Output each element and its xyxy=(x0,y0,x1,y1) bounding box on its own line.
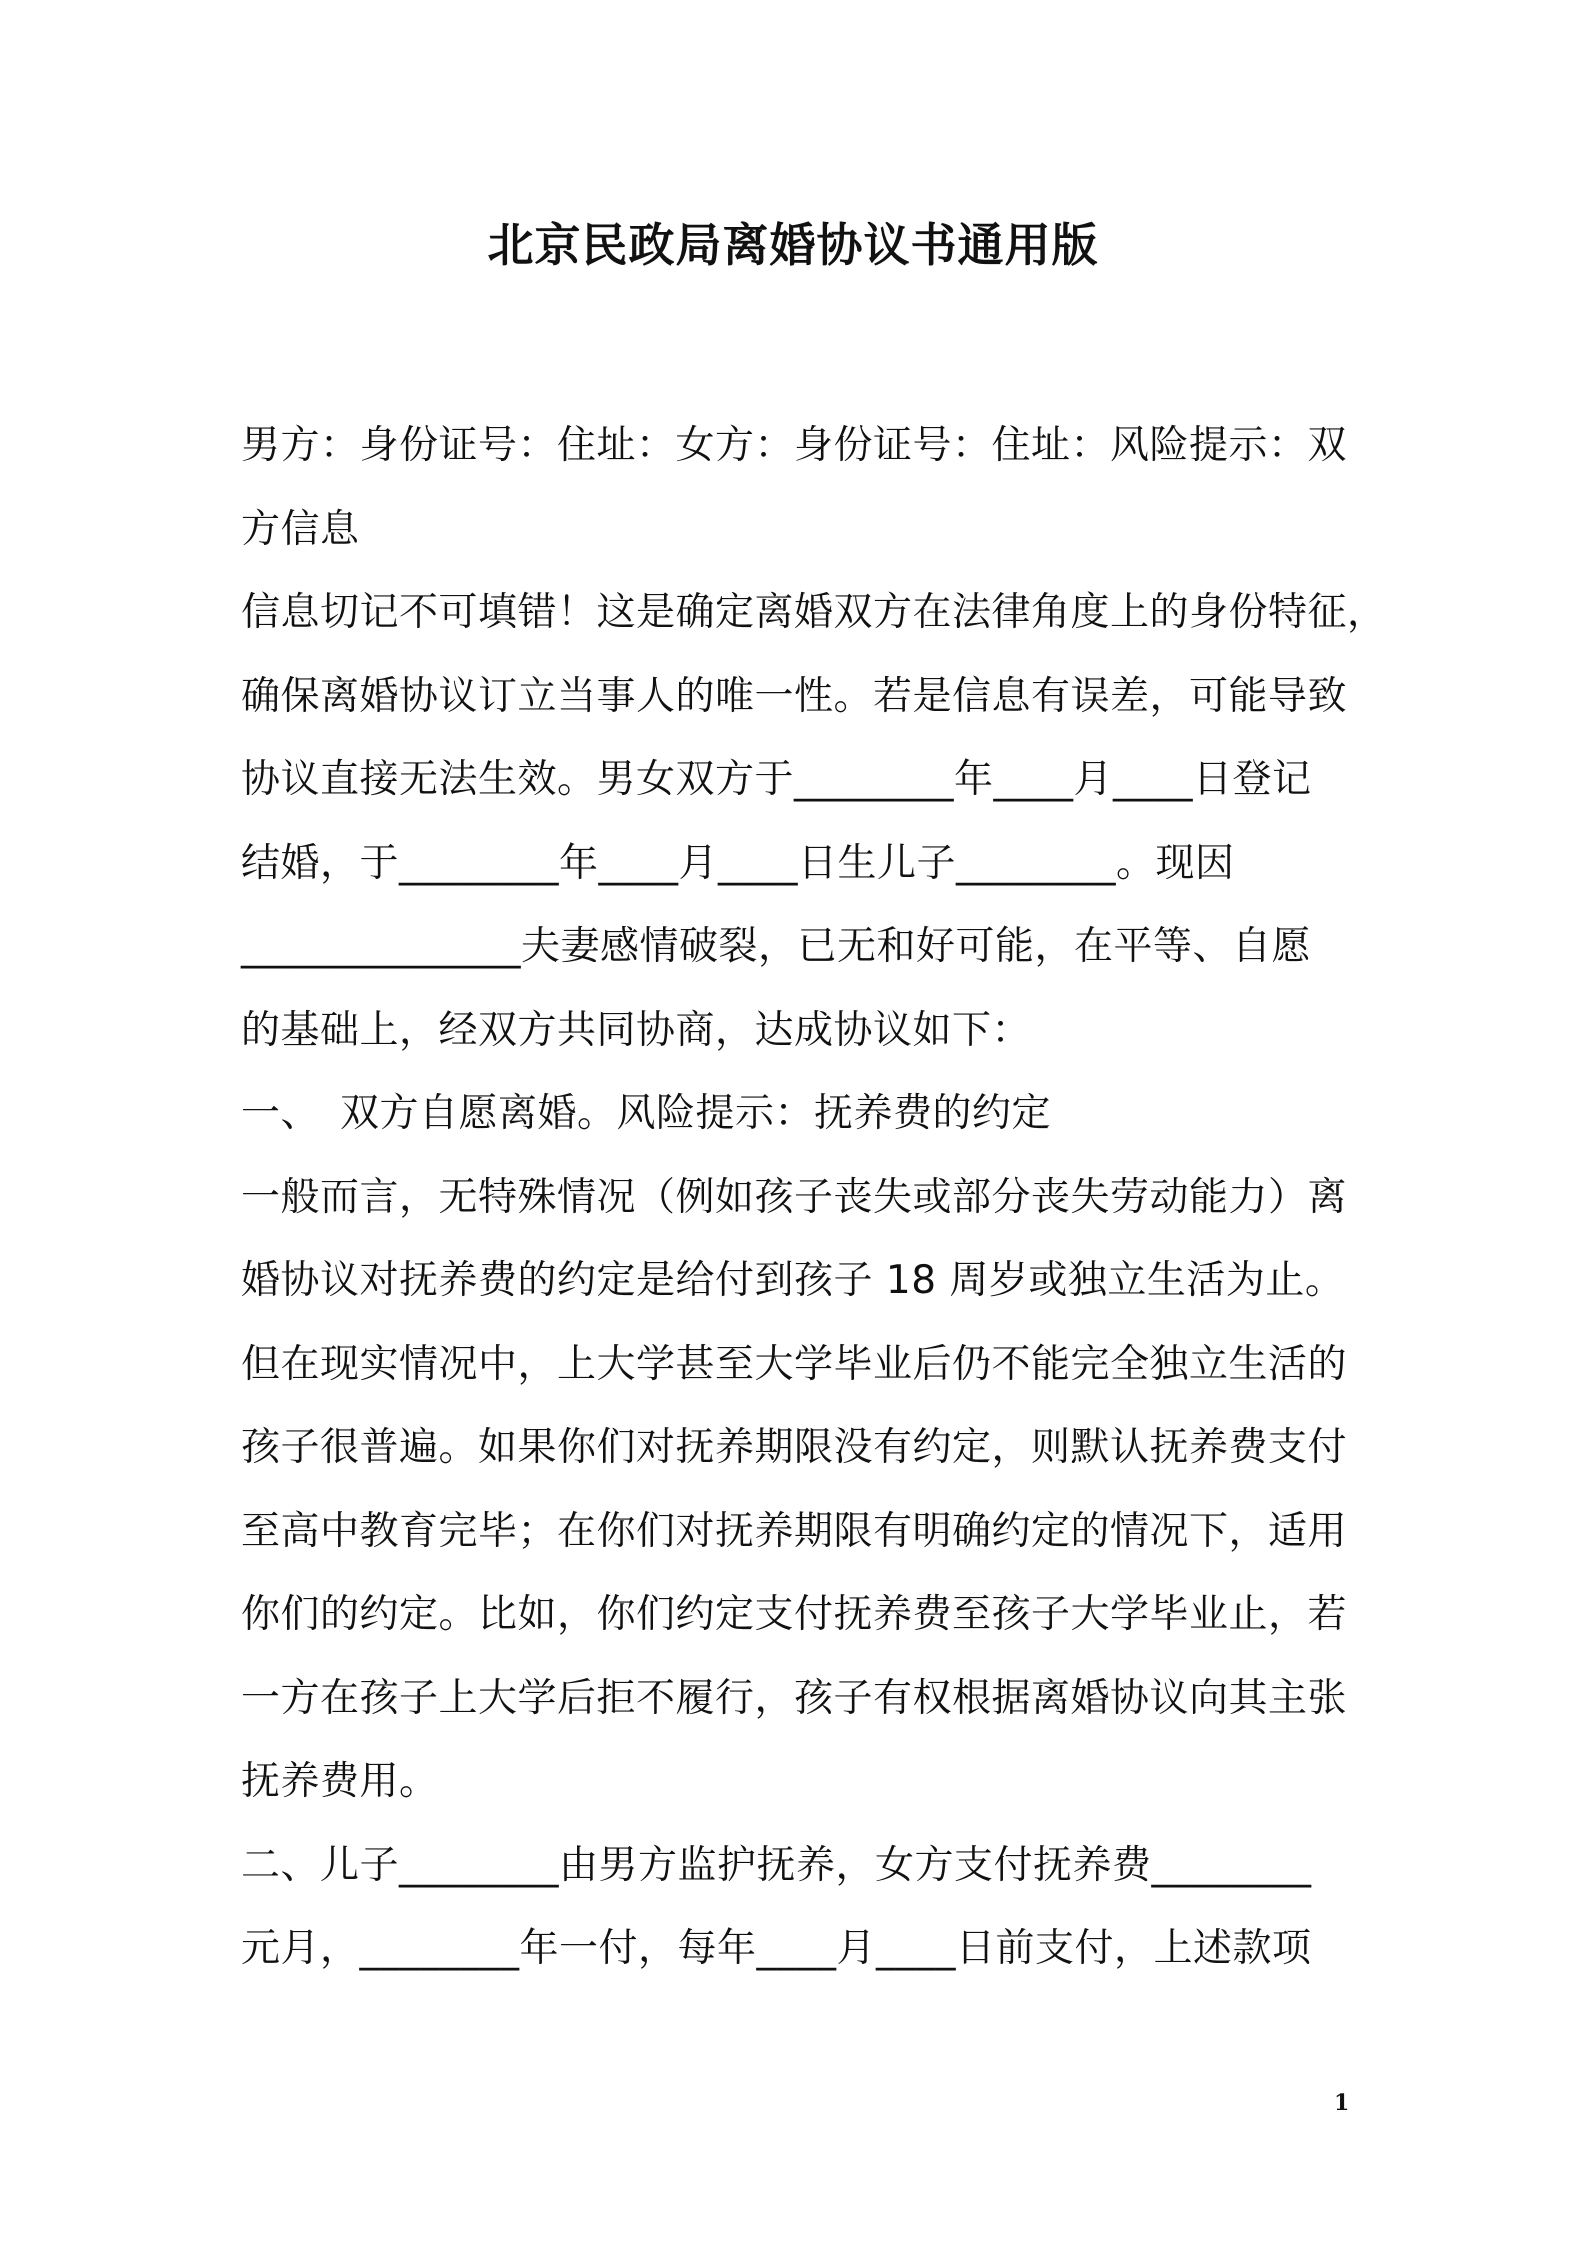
body-line: 确保离婚协议订立当事人的唯一性。若是信息有误差，可能导致 xyxy=(241,673,1348,719)
body-line: 婚协议对抚养费的约定是给付到孩子 18 周岁或独立生活为止。 xyxy=(241,1258,1345,1303)
body-line: 但在现实情况中，上大学甚至大学毕业后仍不能完全独立生活的 xyxy=(241,1341,1348,1387)
body-line: 至高中教育完毕；在你们对抚养期限有明确约定的情况下，适用 xyxy=(241,1508,1348,1554)
body-line: 方信息 xyxy=(241,506,360,552)
body-line: 抚养费用。 xyxy=(241,1759,439,1804)
body-line: ______________夫妻感情破裂，已无和好可能，在平等、自愿 xyxy=(241,924,1312,969)
section-heading-1: 一、 双方自愿离婚。风险提示：抚养费的约定 xyxy=(241,1091,1052,1136)
document-title: 北京民政局离婚协议书通用版 xyxy=(487,218,1099,272)
document-body xyxy=(241,404,1387,1991)
section-heading-2: 二、儿子________由男方监护抚养，女方支付抚养费________ xyxy=(241,1842,1312,1888)
body-line: 元月，________年一付，每年____月____日前支付，上述款项 xyxy=(241,1926,1312,1971)
body-line: 孩子很普遍。如果你们对抚养期限没有约定，则默认抚养费支付 xyxy=(241,1425,1348,1470)
body-line: 结婚，于________年____月____日生儿子________。现因 xyxy=(241,840,1235,886)
page-number: 1 xyxy=(1334,2090,1350,2116)
body-line: 男方：身份证号：住址：女方：身份证号：住址：风险提示：双 xyxy=(241,423,1348,468)
body-line: 信息切记不可填错！这是确定离婚双方在法律角度上的身份特征， xyxy=(241,590,1387,635)
body-line: 你们的约定。比如，你们约定支付抚养费至孩子大学毕业止，若 xyxy=(241,1592,1348,1637)
body-line: 的基础上，经双方共同协商，达成协议如下： xyxy=(241,1007,1032,1053)
body-line: 一方在孩子上大学后拒不履行，孩子有权根据离婚协议向其主张 xyxy=(241,1675,1348,1721)
body-line: 协议直接无法生效。男女双方于________年____月____日登记 xyxy=(241,757,1312,802)
body-line: 一般而言，无特殊情况（例如孩子丧失或部分丧失劳动能力）离 xyxy=(241,1174,1348,1220)
